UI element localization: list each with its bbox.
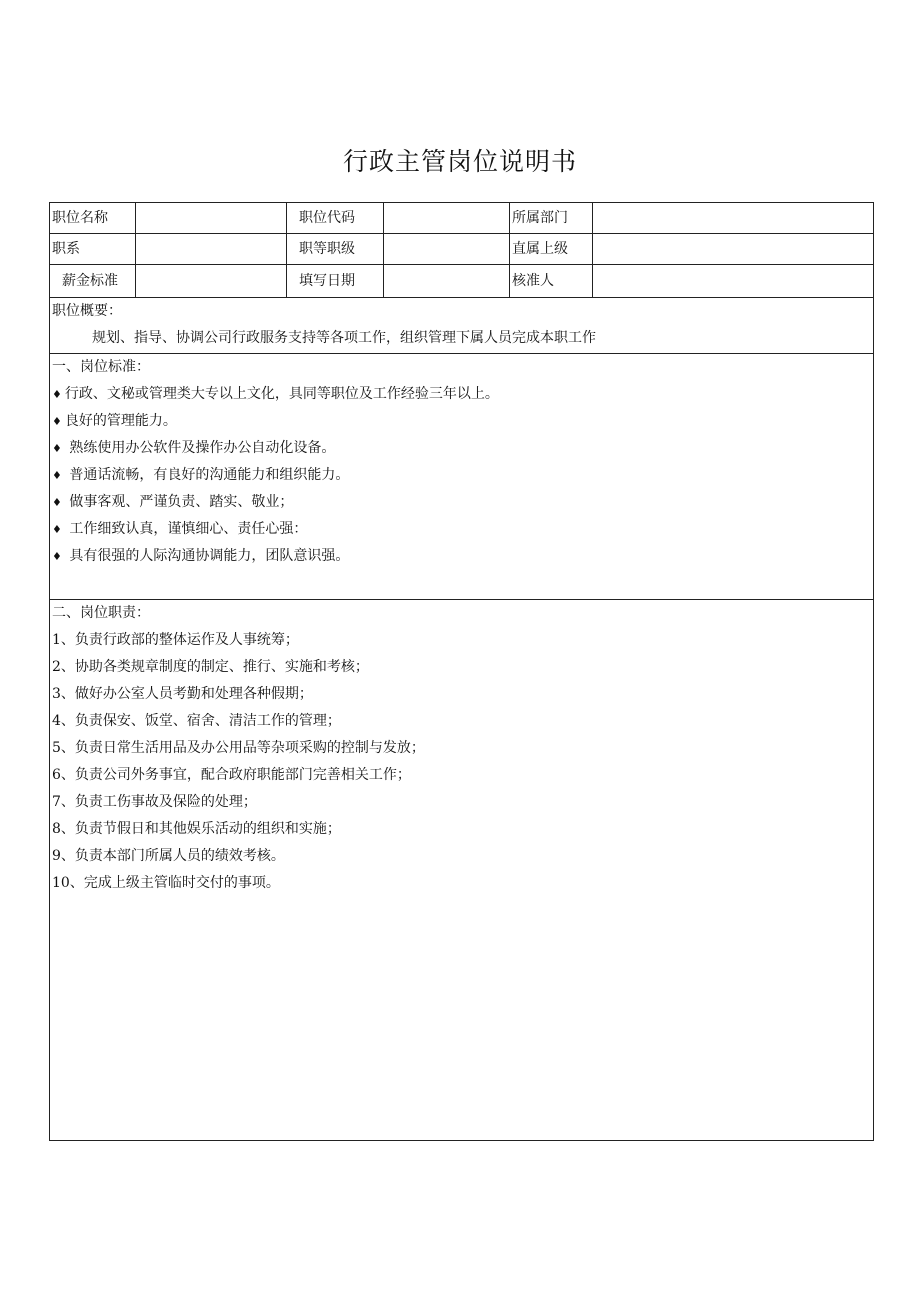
grade-label: 职等职级 <box>287 234 384 265</box>
department-label: 所属部门 <box>510 203 593 234</box>
diamond-bullet-icon: ♦ <box>52 388 62 401</box>
salary-label: 薪金标准 <box>50 265 136 298</box>
summary-section <box>50 298 874 354</box>
duty-item: 3、做好办公室人员考勤和处理各种假期； <box>52 686 313 702</box>
salary-field[interactable] <box>136 265 287 298</box>
supervisor-label: 直属上级 <box>510 234 593 265</box>
diamond-bullet-icon: ♦ <box>52 523 62 536</box>
standard-item: ♦ 良好的管理能力。 <box>52 413 177 429</box>
duties-heading: 二、岗位职责： <box>52 605 150 621</box>
diamond-bullet-icon: ♦ <box>52 442 62 455</box>
standard-item: ♦ 工作细致认真，谨慎细心、责任心强： <box>52 521 308 537</box>
duty-item: 2、协助各类规章制度的制定、推行、实施和考核； <box>52 659 369 675</box>
department-field[interactable] <box>593 203 874 234</box>
header-row-2 <box>50 234 874 265</box>
standard-item: ♦ 普通话流畅，有良好的沟通能力和组织能力。 <box>52 467 350 483</box>
duty-item: 5、负责日常生活用品及办公用品等杂项采购的控制与发放； <box>52 740 425 756</box>
grade-field[interactable] <box>384 234 510 265</box>
duty-item: 9、负责本部门所属人员的绩效考核。 <box>52 848 285 864</box>
standards-heading: 一、岗位标准： <box>52 359 150 375</box>
duty-item: 10、完成上级主管临时交付的事项。 <box>52 875 280 891</box>
approver-field[interactable] <box>593 265 874 298</box>
duty-item: 6、负责公司外务事宜，配合政府职能部门完善相关工作； <box>52 767 411 783</box>
header-row-1 <box>50 203 874 234</box>
duty-item: 1、负责行政部的整体运作及人事统筹； <box>52 632 299 648</box>
diamond-bullet-icon: ♦ <box>52 415 62 428</box>
duty-item: 7、负责工伤事故及保险的处理； <box>52 794 257 810</box>
standard-item: ♦ 做事客观、严谨负责、踏实、敬业； <box>52 494 294 510</box>
summary-text: 规划、指导、协调公司行政服务支持等各项工作，组织管理下属人员完成本职工作 <box>92 330 596 346</box>
fill-date-field[interactable] <box>384 265 510 298</box>
diamond-bullet-icon: ♦ <box>52 550 62 563</box>
job-family-field[interactable] <box>136 234 287 265</box>
duty-item: 8、负责节假日和其他娱乐活动的组织和实施； <box>52 821 341 837</box>
approver-label: 核准人 <box>510 265 593 298</box>
header-row-3 <box>50 265 874 298</box>
duties-section <box>50 600 874 1141</box>
position-code-label: 职位代码 <box>287 203 384 234</box>
job-family-label: 职系 <box>50 234 136 265</box>
standards-section <box>50 354 874 600</box>
document-title: 行政主管岗位说明书 <box>342 147 577 176</box>
standard-item: ♦ 熟练使用办公软件及操作办公自动化设备。 <box>52 440 336 456</box>
supervisor-field[interactable] <box>593 234 874 265</box>
fill-date-label: 填写日期 <box>287 265 384 298</box>
duty-item: 4、负责保安、饭堂、宿舍、清洁工作的管理； <box>52 713 341 729</box>
standard-item: ♦ 行政、文秘或管理类大专以上文化，具同等职位及工作经验三年以上。 <box>52 386 499 402</box>
position-name-label: 职位名称 <box>50 203 136 234</box>
summary-heading: 职位概要： <box>52 303 122 319</box>
position-code-field[interactable] <box>384 203 510 234</box>
standard-item: ♦ 具有很强的人际沟通协调能力，团队意识强。 <box>52 548 350 564</box>
diamond-bullet-icon: ♦ <box>52 469 62 482</box>
diamond-bullet-icon: ♦ <box>52 496 62 509</box>
position-name-field[interactable] <box>136 203 287 234</box>
job-description-table <box>49 202 874 1141</box>
